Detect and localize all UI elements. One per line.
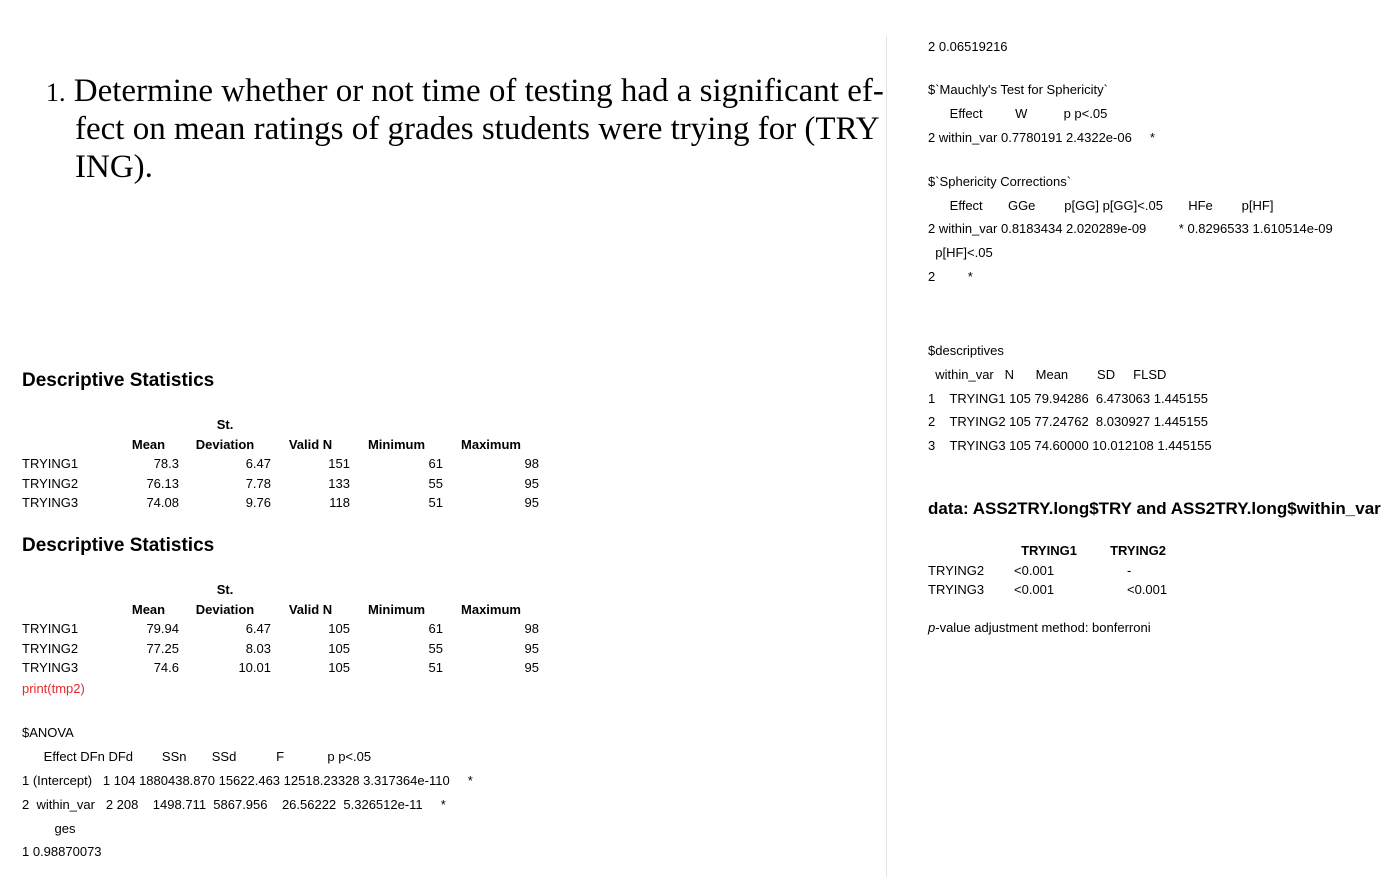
cell-n: 118: [329, 495, 350, 510]
r-output-line: 2 within_var 2 208 1498.711 5867.956 26.56222 5.326512e-11 *: [22, 797, 446, 812]
cell-pvalue: -: [1127, 562, 1132, 578]
question-line-2: fect on mean ratings of grades students were trying for (TRY: [75, 111, 880, 147]
row-label: TRYING3: [22, 495, 79, 510]
r-output-line: 1 (Intercept) 1 104 1880438.870 15622.463 12518.23328 3.317364e-110 *: [22, 773, 473, 788]
cell-max: 95: [524, 475, 539, 491]
r-output-line: $`Mauchly's Test for Sphericity`: [928, 82, 1108, 97]
cell-max: 95: [524, 495, 539, 510]
r-output-line: 3 TRYING3 105 74.60000 10.012108 1.445155: [928, 438, 1212, 453]
cell-min: 51: [428, 660, 443, 675]
table-row: [22, 454, 539, 474]
r-output-line: 1 0.98870073: [22, 844, 102, 859]
adjustment-note: [928, 620, 1151, 635]
header-deviation: Deviation: [195, 436, 255, 452]
header-valid-n: Valid N: [288, 601, 333, 617]
cell-mean: 78.3: [153, 456, 179, 471]
r-output-line: 2 within_var 0.7780191 2.4322e-06 *: [928, 130, 1155, 145]
pairwise-heading: data: ASS2TRY.long$TRY and ASS2TRY.long$within_var: [928, 499, 1381, 518]
cell-sd: 6.47: [245, 456, 271, 471]
cell-sd: 8.03: [245, 640, 271, 656]
row-label: TRYING2: [22, 640, 79, 656]
cell-max: 95: [524, 660, 539, 675]
table-row: [22, 474, 539, 494]
table-row: [22, 658, 539, 678]
desc-stats-title-2: Descriptive Statistics: [22, 535, 215, 556]
cell-sd: 9.76: [245, 495, 271, 510]
cell-min: 61: [428, 621, 443, 636]
r-output-line: 2 *: [928, 269, 973, 284]
r-output-line: Effect W p p<.05: [928, 106, 1108, 121]
cell-sd: 10.01: [238, 660, 271, 675]
row-label: TRYING3: [928, 582, 985, 597]
question-line-3: ING).: [75, 149, 153, 185]
cell-n: 105: [328, 621, 350, 636]
pairwise-col-header: TRYING1: [1021, 543, 1077, 558]
row-label: TRYING3: [22, 660, 79, 675]
r-output-line: 2 within_var 0.8183434 2.020289e-09 * 0.8296533 1.610514e-09: [928, 221, 1333, 236]
header-valid-n: Valid N: [288, 436, 333, 452]
cell-mean: 76.13: [146, 475, 179, 491]
cell-min: 61: [428, 456, 443, 471]
cell-n: 105: [328, 640, 350, 656]
r-output-line: $`Sphericity Corrections`: [928, 174, 1072, 189]
r-output-line: p[HF]<.05: [928, 245, 993, 260]
cell-min: 55: [428, 640, 443, 656]
cell-mean: 74.08: [146, 495, 179, 510]
r-output-line: $ANOVA: [22, 725, 74, 740]
desc-stats-title-1: Descriptive Statistics: [22, 370, 215, 391]
table-row: [22, 493, 539, 513]
header-std-top: St.: [216, 582, 234, 597]
cell-max: 98: [524, 456, 539, 471]
header-mean: Mean: [131, 601, 166, 617]
r-output-line: $descriptives: [928, 343, 1004, 358]
desc-stats-table-2: [22, 580, 539, 678]
header-deviation: Deviation: [195, 601, 255, 617]
r-output-line: within_var N Mean SD FLSD: [928, 367, 1167, 382]
cell-n: 151: [328, 456, 350, 471]
row-label: TRYING2: [22, 475, 79, 491]
desc-stats-table-1: [22, 415, 539, 513]
r-output-line: ges: [22, 821, 76, 836]
r-output-line: Effect DFn DFd SSn SSd F p p<.05: [22, 749, 372, 764]
cell-pvalue: <0.001: [1014, 562, 1055, 578]
header-maximum: Maximum: [461, 601, 521, 617]
cell-pvalue: <0.001: [1014, 582, 1055, 597]
header-mean: Mean: [131, 436, 166, 452]
header-minimum: Minimum: [367, 601, 426, 617]
header-maximum: Maximum: [461, 436, 521, 452]
header-std-top: St.: [216, 417, 234, 432]
cell-mean: 79.94: [146, 621, 179, 636]
cell-n: 105: [328, 660, 350, 675]
adjustment-note-text: -value adjustment method: bonferroni: [935, 620, 1151, 635]
row-label: TRYING1: [22, 456, 79, 471]
r-output-line: Effect GGe p[GG] p[GG]<.05 HFe p[HF]: [928, 198, 1274, 213]
cell-mean: 77.25: [146, 640, 179, 656]
row-label: TRYING2: [928, 562, 985, 578]
table-row: [928, 561, 1178, 581]
row-label: TRYING1: [22, 621, 79, 636]
adjustment-note-p: p: [928, 620, 936, 635]
header-minimum: Minimum: [367, 436, 426, 452]
question-number: 1.: [46, 78, 66, 107]
pairwise-col-header: TRYING2: [1110, 543, 1166, 558]
cell-sd: 6.47: [245, 621, 271, 636]
question-line-1: Determine whether or not time of testing had a significant ef-: [73, 73, 884, 109]
pairwise-table: [928, 541, 1178, 600]
cell-n: 133: [328, 475, 350, 491]
r-output-line: 2 TRYING2 105 77.24762 8.030927 1.445155: [928, 414, 1208, 429]
cell-min: 51: [428, 495, 443, 510]
cell-mean: 74.6: [153, 660, 179, 675]
r-output-line: 1 TRYING1 105 79.94286 6.473063 1.445155: [928, 391, 1208, 406]
r-command: print(tmp2): [22, 681, 85, 696]
r-output-line: 2 0.06519216: [928, 39, 1008, 54]
table-row: [928, 580, 1178, 600]
cell-pvalue: <0.001: [1127, 582, 1168, 597]
cell-sd: 7.78: [245, 475, 271, 491]
column-divider: [886, 36, 887, 877]
cell-max: 95: [524, 640, 539, 656]
cell-min: 55: [428, 475, 443, 491]
table-row: [22, 639, 539, 659]
cell-max: 98: [524, 621, 539, 636]
table-row: [22, 619, 539, 639]
